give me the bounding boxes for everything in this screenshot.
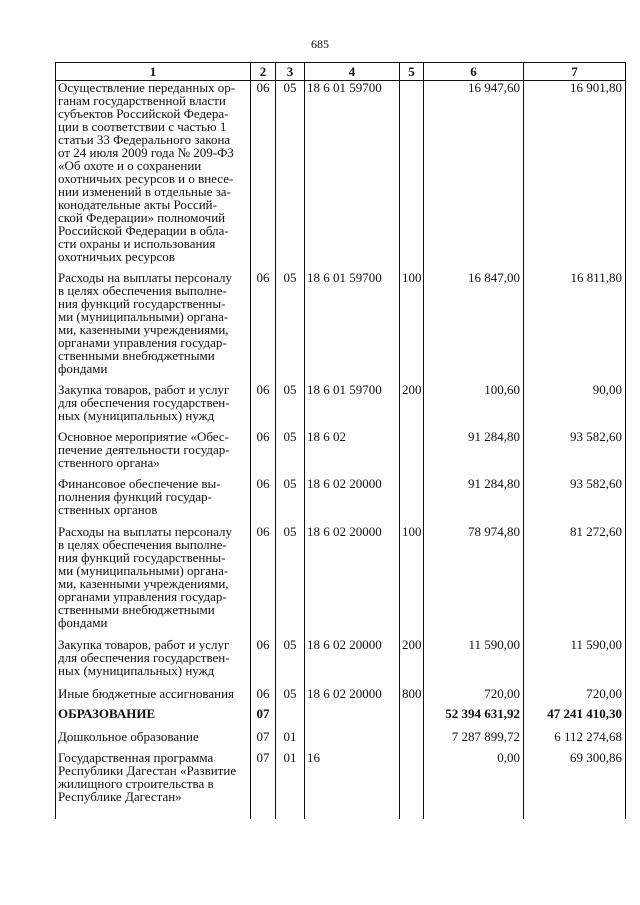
row-expense-type	[400, 430, 424, 477]
row-section-code: 07	[251, 730, 276, 751]
row-expense-type: 200	[400, 638, 424, 687]
filler-cell	[524, 809, 626, 819]
row-amount-year-2: 47 241 410,30	[524, 707, 626, 730]
row-name: Закупка товаров, работ и услуг для обеспечения государствен- ных (муниципальных) нужд	[56, 383, 251, 430]
row-amount-year-1: 0,00	[424, 751, 524, 809]
row-amount-year-2: 93 582,60	[524, 477, 626, 525]
row-amount-year-1: 16 947,60	[424, 81, 524, 272]
filler-cell	[305, 809, 400, 819]
table-row	[56, 638, 626, 687]
table-row	[56, 687, 626, 707]
table-row	[56, 525, 626, 638]
table-row	[56, 730, 626, 751]
header-col-2: 2	[251, 63, 276, 81]
row-name: Расходы на выплаты персоналу в целях обеспечения выполне- ния функций государственны- ми (муниципальными) органа- ми, казенными учреждениями, органами управления государ- ственными внебюджетными фондами	[56, 525, 251, 638]
row-name: Иные бюджетные ассигнования	[56, 687, 251, 707]
row-subsection-code: 05	[276, 383, 305, 430]
row-target-code: 18 6 01 59700	[305, 271, 400, 383]
row-section-code: 06	[251, 383, 276, 430]
row-expense-type	[400, 751, 424, 809]
row-subsection-code: 01	[276, 730, 305, 751]
row-target-code: 18 6 01 59700	[305, 383, 400, 430]
row-subsection-code: 05	[276, 638, 305, 687]
row-amount-year-1: 11 590,00	[424, 638, 524, 687]
row-amount-year-2: 90,00	[524, 383, 626, 430]
filler-cell	[56, 809, 251, 819]
row-amount-year-1: 91 284,80	[424, 477, 524, 525]
header-col-4: 4	[305, 63, 400, 81]
row-expense-type: 100	[400, 271, 424, 383]
header-col-6: 6	[424, 63, 524, 81]
table-filler-row	[56, 809, 626, 819]
row-amount-year-1: 52 394 631,92	[424, 707, 524, 730]
row-subsection-code: 05	[276, 81, 305, 272]
row-name: Финансовое обеспечение вы- полнения функций государ- ственных органов	[56, 477, 251, 525]
row-target-code: 18 6 02	[305, 430, 400, 477]
row-expense-type	[400, 707, 424, 730]
filler-cell	[276, 809, 305, 819]
row-section-code: 06	[251, 525, 276, 638]
row-name: Осуществление переданных ор- ганам государственной власти субъектов Российской Федера- ции в соответствии с частью 1 статьи 33 Федерального закона от 24 июля 2009 года № 209-ФЗ «Об охоте и о сохранении охотничьих ресурсов и о внесе- нии изменений в отдельные за- конодательные акты Россий- ской Федерации» полномочий Российской Федерации в обла- сти охраны и использования охотничьих ресурсов	[56, 81, 251, 272]
row-amount-year-2: 11 590,00	[524, 638, 626, 687]
row-name: Закупка товаров, работ и услуг для обеспечения государствен- ных (муниципальных) нужд	[56, 638, 251, 687]
page-number: 685	[311, 37, 329, 51]
row-section-code: 06	[251, 271, 276, 383]
header-row	[56, 63, 626, 81]
row-subsection-code	[276, 707, 305, 730]
row-section-code: 06	[251, 81, 276, 272]
budget-table	[55, 62, 626, 819]
row-amount-year-2: 6 112 274,68	[524, 730, 626, 751]
row-section-code: 06	[251, 477, 276, 525]
table-row	[56, 383, 626, 430]
row-amount-year-1: 91 284,80	[424, 430, 524, 477]
row-subsection-code: 05	[276, 477, 305, 525]
row-section-code: 06	[251, 638, 276, 687]
table-row	[56, 271, 626, 383]
row-amount-year-2: 16 901,80	[524, 81, 626, 272]
header-col-1: 1	[56, 63, 251, 81]
row-amount-year-1: 7 287 899,72	[424, 730, 524, 751]
row-expense-type: 100	[400, 525, 424, 638]
table-row	[56, 81, 626, 272]
filler-cell	[400, 809, 424, 819]
filler-cell	[251, 809, 276, 819]
table-row	[56, 751, 626, 809]
row-target-code: 16	[305, 751, 400, 809]
row-subsection-code: 05	[276, 687, 305, 707]
row-subsection-code: 01	[276, 751, 305, 809]
header-col-7: 7	[524, 63, 626, 81]
row-name: ОБРАЗОВАНИЕ	[56, 707, 251, 730]
row-target-code: 18 6 02 20000	[305, 477, 400, 525]
table-body	[56, 81, 626, 820]
row-amount-year-2: 720,00	[524, 687, 626, 707]
row-target-code: 18 6 02 20000	[305, 638, 400, 687]
row-section-code: 06	[251, 687, 276, 707]
row-name: Основное мероприятие «Обес- печение деятельности государ- ственного органа»	[56, 430, 251, 477]
table-row	[56, 477, 626, 525]
row-amount-year-1: 100,60	[424, 383, 524, 430]
row-amount-year-2: 81 272,60	[524, 525, 626, 638]
row-subsection-code: 05	[276, 525, 305, 638]
row-name: Дошкольное образование	[56, 730, 251, 751]
row-target-code	[305, 730, 400, 751]
row-amount-year-1: 16 847,00	[424, 271, 524, 383]
row-expense-type	[400, 81, 424, 272]
row-section-code: 06	[251, 430, 276, 477]
row-amount-year-2: 93 582,60	[524, 430, 626, 477]
header-col-3: 3	[276, 63, 305, 81]
header-col-5: 5	[400, 63, 424, 81]
row-name: Расходы на выплаты персоналу в целях обеспечения выполне- ния функций государственны- ми (муниципальными) органа- ми, казенными учреждениями, органами управления государ- ственными внебюджетными фондами	[56, 271, 251, 383]
row-amount-year-2: 16 811,80	[524, 271, 626, 383]
row-expense-type: 200	[400, 383, 424, 430]
row-amount-year-1: 78 974,80	[424, 525, 524, 638]
row-expense-type	[400, 477, 424, 525]
row-target-code: 18 6 01 59700	[305, 81, 400, 272]
row-section-code: 07	[251, 751, 276, 809]
row-target-code: 18 6 02 20000	[305, 687, 400, 707]
row-amount-year-2: 69 300,86	[524, 751, 626, 809]
table-row	[56, 430, 626, 477]
filler-cell	[424, 809, 524, 819]
row-expense-type	[400, 730, 424, 751]
row-amount-year-1: 720,00	[424, 687, 524, 707]
row-subsection-code: 05	[276, 430, 305, 477]
row-expense-type: 800	[400, 687, 424, 707]
budget-table-container	[55, 62, 625, 890]
row-target-code: 18 6 02 20000	[305, 525, 400, 638]
row-section-code: 07	[251, 707, 276, 730]
row-target-code	[305, 707, 400, 730]
table-row	[56, 707, 626, 730]
row-name: Государственная программа Республики Дагестан «Развитие жилищного строительства в Республике Дагестан»	[56, 751, 251, 809]
row-subsection-code: 05	[276, 271, 305, 383]
